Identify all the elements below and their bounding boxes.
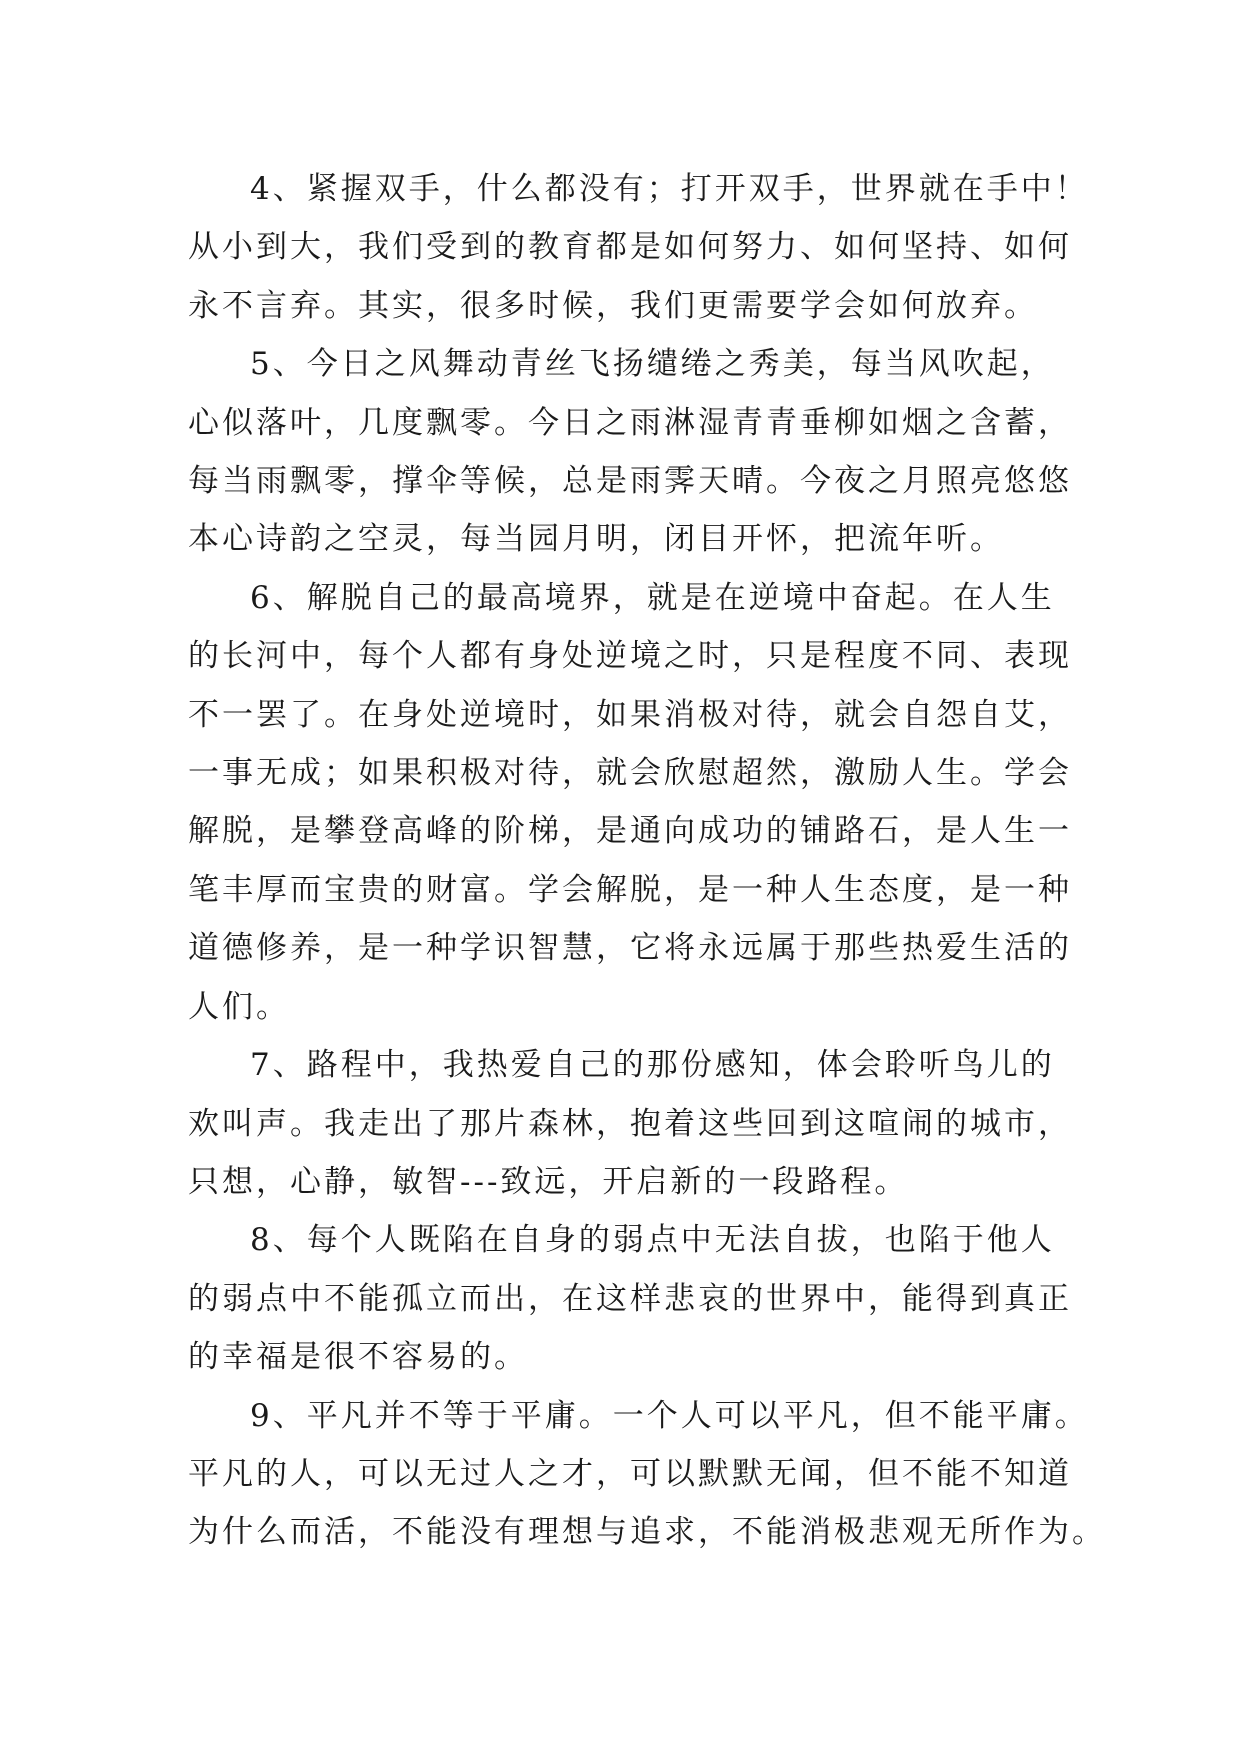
text-line: 6、解脱自己的最高境界，就是在逆境中奋起。在人生 <box>250 579 1055 616</box>
paragraph-9 <box>188 1387 1106 1562</box>
text-line: 本心诗韵之空灵，每当园月明，闭目开怀，把流年听。 <box>188 521 1004 558</box>
text-line: 人们。 <box>188 988 290 1025</box>
text-line: 只想，心静，敏智---致远，开启新的一段路程。 <box>188 1163 909 1200</box>
text-line: 的弱点中不能孤立而出，在这样悲哀的世界中，能得到真正 <box>188 1280 1072 1317</box>
text-line: 笔丰厚而宝贵的财富。学会解脱，是一种人生态度，是一种 <box>188 871 1072 908</box>
text-line: 平凡的人，可以无过人之才，可以默默无闻，但不能不知道 <box>188 1455 1072 1492</box>
text-line: 8、每个人既陷在自身的弱点中无法自拔，也陷于他人 <box>250 1222 1055 1259</box>
paragraph-4 <box>188 160 1089 335</box>
text-line: 的长河中，每个人都有身处逆境之时，只是程度不同、表现 <box>188 638 1072 675</box>
paragraph-6 <box>188 569 1072 1036</box>
text-line: 每当雨飘零，撑伞等候，总是雨霁天晴。今夜之月照亮悠悠 <box>188 463 1072 500</box>
text-line: 为什么而活，不能没有理想与追求，不能消极悲观无所作为。 <box>188 1514 1106 1551</box>
text-line: 7、路程中，我热爱自己的那份感知，体会聆听鸟儿的 <box>250 1047 1055 1084</box>
text-line: 不一罢了。在身处逆境时，如果消极对待，就会自怨自艾， <box>188 696 1072 733</box>
text-line: 永不言弃。其实，很多时候，我们更需要学会如何放弃。 <box>188 287 1038 324</box>
text-line: 解脱，是攀登高峰的阶梯，是通向成功的铺路石，是人生一 <box>188 813 1072 850</box>
paragraph-7 <box>188 1036 1072 1211</box>
text-line: 道德修养，是一种学识智慧，它将永远属于那些热爱生活的 <box>188 930 1072 967</box>
text-line: 心似落叶，几度飘零。今日之雨淋湿青青垂柳如烟之含蓄， <box>188 404 1072 441</box>
text-line: 4、紧握双手，什么都没有；打开双手，世界就在手中！ <box>250 171 1089 207</box>
document-body <box>188 160 1106 1562</box>
paragraph-8 <box>188 1211 1072 1386</box>
text-line: 欢叫声。我走出了那片森林，抱着这些回到这喧闹的城市， <box>188 1105 1072 1142</box>
paragraph-5 <box>188 335 1072 569</box>
text-line: 一事无成；如果积极对待，就会欣慰超然，激励人生。学会 <box>188 755 1072 792</box>
text-line: 的幸福是很不容易的。 <box>188 1339 528 1376</box>
text-line: 从小到大，我们受到的教育都是如何努力、如何坚持、如何 <box>188 229 1072 266</box>
text-line: 9、平凡并不等于平庸。一个人可以平凡，但不能平庸。 <box>250 1397 1089 1434</box>
text-line: 5、今日之风舞动青丝飞扬缱绻之秀美，每当风吹起， <box>250 346 1055 383</box>
